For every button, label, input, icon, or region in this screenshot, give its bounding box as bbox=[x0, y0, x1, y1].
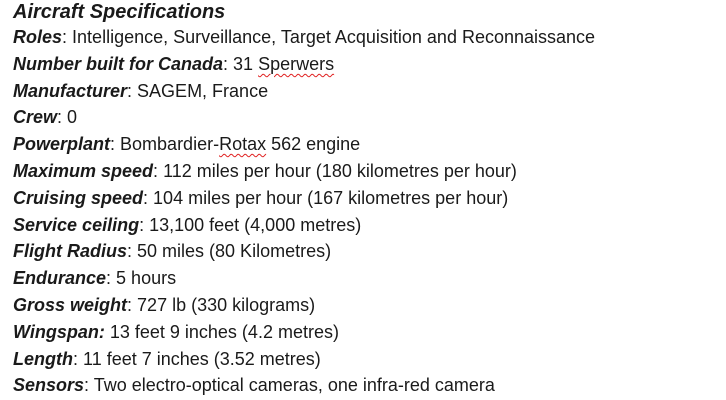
spec-value: Bombardier- bbox=[120, 134, 220, 155]
spec-label: Manufacturer bbox=[13, 80, 128, 101]
spec-label: Roles bbox=[13, 27, 63, 47]
spec-label: Length bbox=[13, 348, 73, 369]
spec-label: Gross weight bbox=[13, 294, 128, 315]
spec-value: 31 bbox=[233, 53, 259, 74]
spec-value: 104 miles per hour (167 kilometres per hour) bbox=[153, 187, 509, 208]
spec-separator: : bbox=[110, 134, 121, 155]
spec-label: Sensors bbox=[13, 375, 85, 396]
spec-row-length bbox=[13, 346, 723, 373]
spec-separator: : bbox=[153, 160, 164, 181]
spec-value: 13,100 feet (4,000 metres) bbox=[149, 214, 362, 235]
spec-value: 112 miles per hour (180 kilometres per hour) bbox=[163, 160, 517, 181]
spec-row-crew bbox=[13, 104, 723, 131]
spec-separator: : bbox=[143, 187, 154, 208]
spec-list bbox=[13, 24, 723, 399]
spec-value: Two electro-optical cameras, one infra-red camera bbox=[93, 375, 495, 396]
spec-value: SAGEM, France bbox=[137, 80, 269, 101]
spec-row-service-ceiling bbox=[13, 212, 723, 239]
spec-separator: : bbox=[139, 214, 150, 235]
spec-separator: : bbox=[57, 107, 68, 128]
spec-separator: : bbox=[127, 241, 138, 262]
spelling-flagged-word[interactable]: Rotax bbox=[219, 134, 267, 155]
spec-value: 11 feet 7 inches (3.52 metres) bbox=[83, 348, 321, 369]
spec-row-cruising-speed bbox=[13, 185, 723, 212]
spec-label: Crew bbox=[13, 107, 58, 128]
spec-label: Number built for Canada bbox=[13, 53, 224, 74]
spec-label: Flight Radius bbox=[13, 241, 127, 262]
spec-separator: : bbox=[84, 375, 94, 396]
spec-label: Wingspan: bbox=[13, 321, 105, 342]
spec-row-manufacturer bbox=[13, 78, 723, 105]
spec-row-powerplant bbox=[13, 131, 723, 158]
spec-separator: : bbox=[127, 294, 138, 315]
spec-value-tail: 562 engine bbox=[266, 134, 361, 155]
spec-label: Endurance bbox=[13, 268, 107, 289]
spec-row-roles bbox=[13, 24, 723, 51]
spec-row-wingspan bbox=[13, 319, 723, 346]
spec-row-sensors bbox=[13, 372, 723, 399]
document-body bbox=[13, 0, 723, 399]
spelling-flagged-word[interactable]: Sperwers bbox=[258, 53, 335, 74]
spec-separator: : bbox=[62, 27, 73, 47]
spec-value: 5 hours bbox=[116, 268, 177, 289]
spec-label: Service ceiling bbox=[13, 214, 140, 235]
spec-separator: : bbox=[127, 80, 138, 101]
spec-row-endurance bbox=[13, 265, 723, 292]
spec-separator: : bbox=[106, 268, 117, 289]
spec-separator: : bbox=[223, 53, 234, 74]
spec-row-number-built bbox=[13, 51, 723, 78]
spec-row-flight-radius bbox=[13, 238, 723, 265]
spec-label: Cruising speed bbox=[13, 187, 144, 208]
spec-value: 13 feet 9 inches (4.2 metres) bbox=[109, 321, 339, 342]
spec-value: Intelligence, Surveillance, Target Acquisition and Reconnaissance bbox=[72, 27, 596, 47]
spec-row-gross-weight bbox=[13, 292, 723, 319]
page-title: Aircraft Specifications bbox=[13, 1, 226, 23]
spec-value: 50 miles (80 Kilometres) bbox=[137, 241, 332, 262]
spec-value: 727 lb (330 kilograms) bbox=[137, 294, 316, 315]
spec-label: Maximum speed bbox=[13, 160, 154, 181]
spec-value: 0 bbox=[67, 107, 78, 128]
spec-label: Powerplant bbox=[13, 134, 111, 155]
spec-separator: : bbox=[73, 348, 84, 369]
spec-row-maximum-speed bbox=[13, 158, 723, 185]
